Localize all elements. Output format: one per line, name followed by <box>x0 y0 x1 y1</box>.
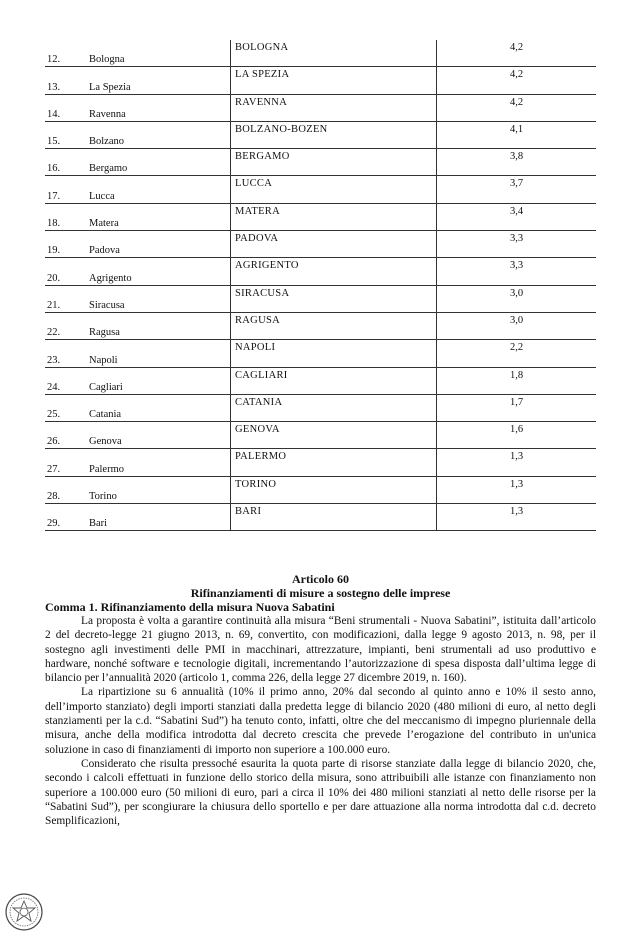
table-row <box>45 367 596 394</box>
city-name: La Spezia <box>89 81 131 93</box>
value-cell <box>437 285 597 312</box>
table-row <box>45 504 596 531</box>
province-cell <box>231 176 437 203</box>
row-number: 29. <box>47 518 61 530</box>
city-name: Lucca <box>89 190 115 202</box>
city-cell <box>45 40 231 67</box>
city-name: Bergamo <box>89 163 128 175</box>
value: 1,3 <box>509 506 524 518</box>
value-cell <box>437 340 597 367</box>
value: 3,8 <box>509 151 524 163</box>
value-cell <box>437 149 597 176</box>
province-name: CAGLIARI <box>235 369 288 381</box>
row-number: 19. <box>47 245 61 257</box>
city-cell <box>45 67 231 94</box>
city-cell <box>45 231 231 258</box>
province-cell <box>231 476 437 503</box>
value-cell <box>437 40 597 67</box>
province-name: MATERA <box>235 205 280 217</box>
province-cell <box>231 258 437 285</box>
value: 1,3 <box>509 478 524 490</box>
province-cell <box>231 149 437 176</box>
city-name: Bolzano <box>89 136 124 148</box>
table-row <box>45 203 596 230</box>
row-number: 14. <box>47 108 61 120</box>
city-name: Genova <box>89 436 122 448</box>
city-cell <box>45 149 231 176</box>
city-cell <box>45 394 231 421</box>
province-name: LA SPEZIA <box>235 69 290 81</box>
official-seal-icon <box>4 892 44 932</box>
province-name: BOLOGNA <box>235 42 289 53</box>
province-cell <box>231 40 437 67</box>
table-row <box>45 285 596 312</box>
city-cell <box>45 203 231 230</box>
city-name: Agrigento <box>89 272 132 284</box>
row-number: 28. <box>47 491 61 503</box>
province-name: CATANIA <box>235 396 283 408</box>
value: 2,2 <box>509 342 524 354</box>
province-name: NAPOLI <box>235 342 276 354</box>
province-name: PALERMO <box>235 451 287 463</box>
row-number: 24. <box>47 381 61 393</box>
row-number: 27. <box>47 463 61 475</box>
value-cell <box>437 67 597 94</box>
table-row <box>45 422 596 449</box>
value-cell <box>437 258 597 285</box>
value-cell <box>437 94 597 121</box>
row-number: 15. <box>47 136 61 148</box>
paragraph-3: Considerato che risulta pressoché esaurita la quota parte di risorse stanziate dalla legge di bilancio 2020, che, secondo i calcoli effettuati in funzione dello storico della misura, sono attribuibili alle istanze con finanziamento non superiore a 100.000 euro (50 milioni di euro, pari a circa il 10% dei 480 milioni stanziati al netto delle risorse per la “Sabatini Sud”), per scongiurare la chiusura dello sportello e per dare attuazione alla norma introdotta dal c.d. decreto Semplificazioni, <box>45 757 596 828</box>
row-number: 26. <box>47 436 61 448</box>
table-row <box>45 176 596 203</box>
city-name: Cagliari <box>89 381 123 393</box>
row-number: 23. <box>47 354 61 366</box>
table-row <box>45 40 596 67</box>
province-cell <box>231 94 437 121</box>
province-cell <box>231 203 437 230</box>
comma-title: Comma 1. Rifinanziamento della misura Nuova Sabatini <box>45 600 335 614</box>
city-cell <box>45 367 231 394</box>
article-subtitle: Rifinanziamenti di misure a sostegno delle imprese <box>190 586 451 600</box>
province-name: RAGUSA <box>235 314 280 326</box>
table-row <box>45 449 596 476</box>
province-cell <box>231 67 437 94</box>
province-cell <box>231 285 437 312</box>
article-title: Articolo 60 <box>292 572 349 586</box>
row-number: 17. <box>47 190 61 202</box>
city-cell <box>45 340 231 367</box>
row-number: 20. <box>47 272 61 284</box>
province-name: RAVENNA <box>235 96 288 108</box>
city-name: Palermo <box>89 463 124 475</box>
value: 4,2 <box>509 69 524 81</box>
table-row <box>45 476 596 503</box>
value: 1,8 <box>509 369 524 381</box>
value: 3,3 <box>509 260 524 272</box>
province-cell <box>231 340 437 367</box>
city-name: Ragusa <box>89 327 120 339</box>
city-cell <box>45 476 231 503</box>
value: 4,2 <box>509 96 524 108</box>
value-cell <box>437 476 597 503</box>
value: 3,7 <box>509 178 524 190</box>
value-cell <box>437 367 597 394</box>
paragraph-1: La proposta è volta a garantire continuità alla misura “Beni strumentali - Nuova Sabatini”, istituita dall’articolo 2 del decreto-legge 21 giugno 2013, n. 69, convertito, con modificazioni, dalla legge 9 agosto 2013, n. 98, per il sostegno agli investimenti delle PMI in macchinari, attrezzature, impianti, beni strumentali ad uso produttivo e hardware, nonché software e tecnologie digitali, incrementando l’autorizzazione di spesa disposta dall’ultima legge di bilancio per l’annualità 2020 (articolo 1, comma 226, della legge 27 dicembre 2019, n. 160). <box>45 615 596 685</box>
province-name: AGRIGENTO <box>235 260 299 272</box>
city-cell <box>45 176 231 203</box>
row-number: 13. <box>47 81 61 93</box>
province-cell <box>231 394 437 421</box>
table-row <box>45 312 596 339</box>
city-name: Matera <box>89 218 119 230</box>
value-cell <box>437 176 597 203</box>
table-row <box>45 149 596 176</box>
row-number: 18. <box>47 218 61 230</box>
city-cell <box>45 449 231 476</box>
province-cell <box>231 231 437 258</box>
province-name: PADOVA <box>235 233 279 245</box>
province-name: BOLZANO-BOZEN <box>235 123 328 135</box>
province-cell <box>231 504 437 531</box>
value: 3,0 <box>509 287 524 299</box>
province-cell <box>231 422 437 449</box>
city-name: Bari <box>89 518 108 530</box>
province-table <box>45 40 596 531</box>
row-number: 22. <box>47 327 61 339</box>
table-body <box>45 40 596 531</box>
value-cell <box>437 422 597 449</box>
city-name: Padova <box>89 245 120 257</box>
city-cell <box>45 422 231 449</box>
city-name: Siracusa <box>89 299 125 311</box>
row-number: 16. <box>47 163 61 175</box>
province-name: BERGAMO <box>235 151 290 163</box>
table-row <box>45 340 596 367</box>
city-cell <box>45 94 231 121</box>
city-name: Bologna <box>89 54 125 66</box>
row-number: 21. <box>47 299 61 311</box>
city-cell <box>45 121 231 148</box>
value: 4,2 <box>509 42 524 53</box>
value-cell <box>437 231 597 258</box>
province-cell <box>231 449 437 476</box>
ranking-table <box>45 40 596 531</box>
city-name: Torino <box>89 491 117 503</box>
value: 3,4 <box>509 205 524 217</box>
province-name: SIRACUSA <box>235 287 290 299</box>
table-row <box>45 67 596 94</box>
province-name: LUCCA <box>235 178 273 190</box>
value-cell <box>437 394 597 421</box>
value-cell <box>437 504 597 531</box>
article-section <box>45 572 596 828</box>
city-cell <box>45 504 231 531</box>
city-name: Napoli <box>89 354 118 366</box>
city-cell <box>45 312 231 339</box>
row-number: 12. <box>47 54 61 66</box>
city-cell <box>45 258 231 285</box>
table-row <box>45 94 596 121</box>
value-cell <box>437 121 597 148</box>
province-name: TORINO <box>235 478 277 490</box>
table-row <box>45 258 596 285</box>
value: 1,7 <box>509 396 524 408</box>
value-cell <box>437 449 597 476</box>
province-cell <box>231 367 437 394</box>
value: 3,0 <box>509 314 524 326</box>
city-cell <box>45 285 231 312</box>
value: 3,3 <box>509 233 524 245</box>
province-cell <box>231 312 437 339</box>
value-cell <box>437 312 597 339</box>
city-name: Ravenna <box>89 108 126 120</box>
row-number: 25. <box>47 409 61 421</box>
table-row <box>45 121 596 148</box>
value-cell <box>437 203 597 230</box>
table-row <box>45 231 596 258</box>
paragraph-2: La ripartizione su 6 annualità (10% il primo anno, 20% dal secondo al quinto anno e 10% il sesto anno, dell’importo stanziato) degli importi stanziati dalla predetta legge di bilancio 2020 (480 milioni di euro, al netto degli stanziamenti per la c.d. “Sabatini Sud”) ha tenuto conto, infatti, oltre che del meccanismo di impegno pluriennale della misura, anche della modifica introdotta dal decreto crescita che prevede l’erogazione del contributo in un'unica soluzione in caso di finanziamenti di importo non superiore a 100.000 euro. <box>45 686 596 756</box>
city-name: Catania <box>89 409 122 421</box>
value: 1,6 <box>509 424 524 436</box>
province-cell <box>231 121 437 148</box>
table-row <box>45 394 596 421</box>
value: 1,3 <box>509 451 524 463</box>
province-name: BARI <box>235 506 262 518</box>
province-name: GENOVA <box>235 424 280 436</box>
value: 4,1 <box>509 123 524 135</box>
